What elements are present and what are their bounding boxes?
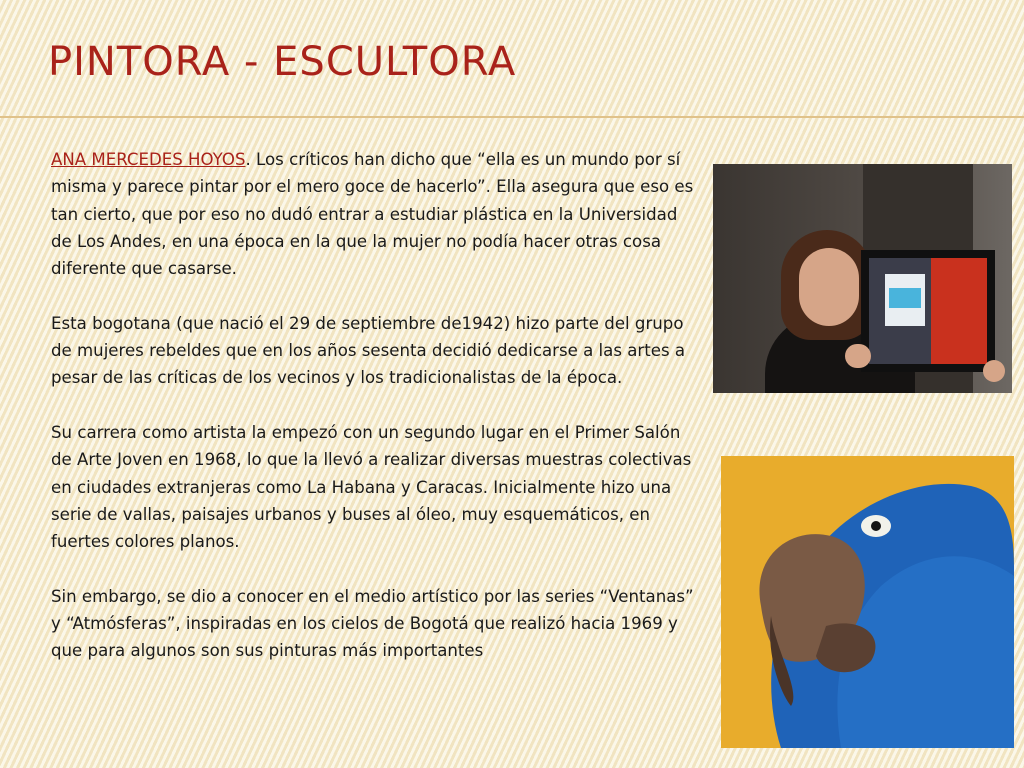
artist-portrait-photo — [713, 164, 1012, 393]
paragraph-1-text: . Los críticos han dicho que “ella es un mundo por sí misma y parece pintar por el mero goce de hacerlo”. Ella asegura que eso es tan cierto, que por eso no dudó entrar a estudiar plástica en la Universidad de Los Andes, en una época en la que la mujer no podía hacer otras cosa diferente que casarse. — [51, 150, 694, 279]
paragraph-2: Esta bogotana (que nació el 29 de septiembre de1942) hizo parte del grupo de mujeres rebeldes que en los años sesenta decidió dedicarse a las artes a pesar de las críticas de los vecinos y los tradicionalistas de la época. — [51, 313, 686, 388]
body-text — [51, 146, 701, 692]
paragraph-3: Su carrera como artista la empezó con un segundo lugar en el Primer Salón de Arte Joven en 1968, lo que la llevó a realizar diversas muestras colectivas en ciudades extranjeras como La Habana y Caracas. Inicialmente hizo una serie de vallas, paisajes urbanos y buses al óleo, muy esquemáticos, en fuertes colores planos. — [51, 422, 692, 552]
parrot-painting-image — [721, 456, 1014, 748]
title-divider — [0, 116, 1024, 118]
slide-title: PINTORA - ESCULTORA — [48, 39, 517, 85]
artist-name-link[interactable]: ANA MERCEDES HOYOS — [51, 150, 246, 169]
paragraph-1 — [51, 146, 701, 282]
paragraph-4: Sin embargo, se dio a conocer en el medio artístico por las series “Ventanas” y “Atmósferas”, inspiradas en los cielos de Bogotá que realizó hacia 1969 y que para algunos son sus pinturas más importantes — [51, 586, 694, 661]
